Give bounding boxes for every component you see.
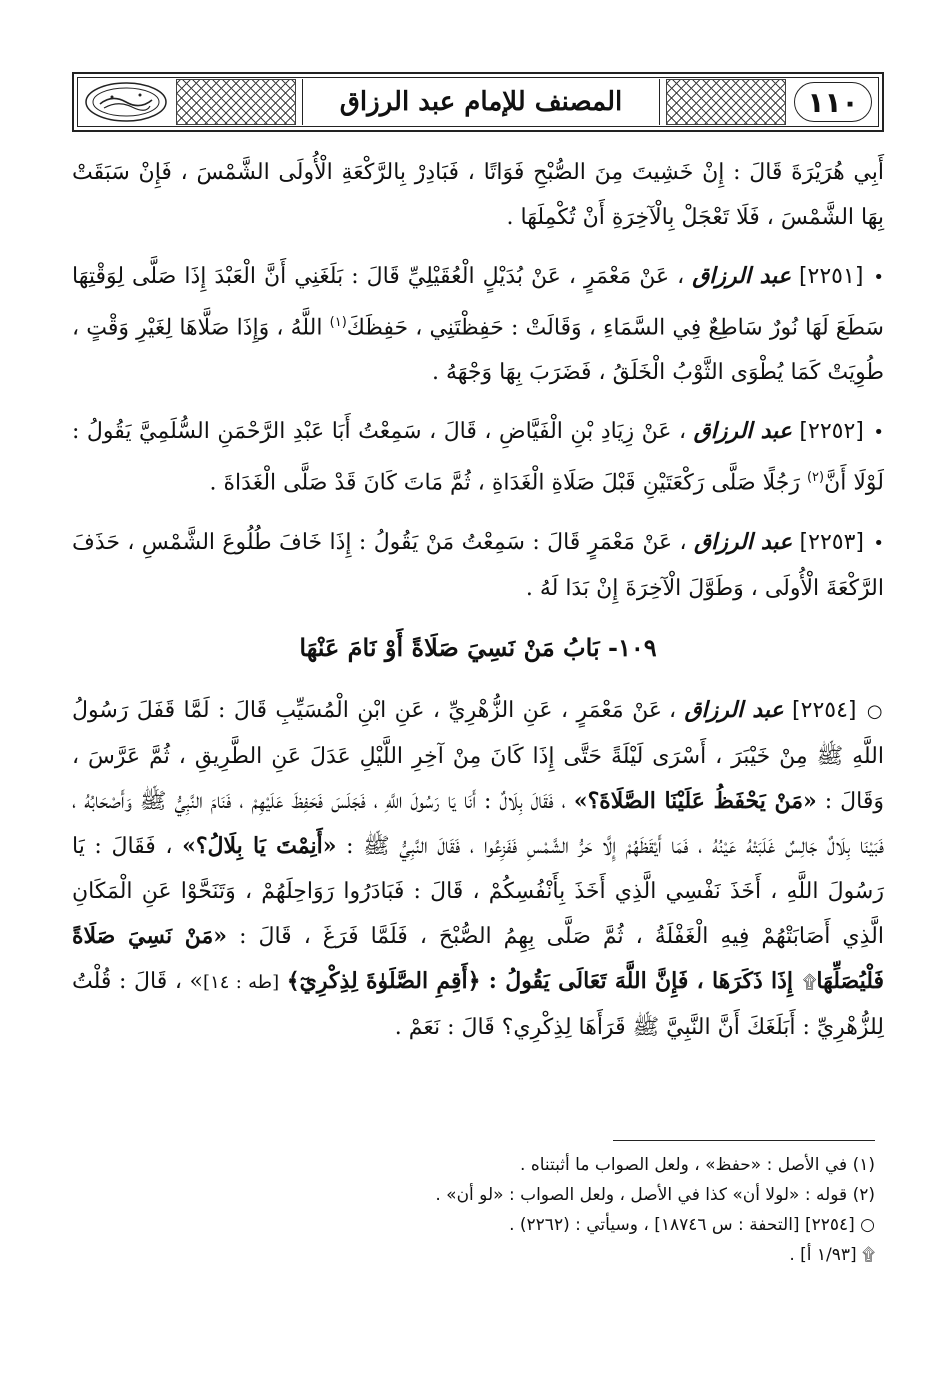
- footnote-divider: [613, 1140, 875, 1141]
- prophetic-quote: «مَنْ يَحْفَظُ عَلَيْنَا الصَّلَاةَ؟»: [573, 787, 817, 814]
- narrator-name: عبد الرزاق: [684, 696, 784, 723]
- prophetic-quote: «مَنْ نَسِيَ صَلَاةً فَلْيُصَلِّهَا: [72, 922, 885, 994]
- hollow-circle-icon: ○: [866, 700, 884, 722]
- narrator-name: عبد الرزاق: [693, 418, 792, 445]
- hadith-2251: [72, 254, 884, 395]
- hadith-text: اللَّهُ ، وَإِذَا صَلَّاهَا لِغَيْرِ وَقْتٍ ، طُوِيَتْ كَمَا يُطْوَى الثَّوْبُ الْخَلَقُ ، فَضَرَبَ بِهَا وَجْهَهُ .: [72, 315, 884, 386]
- main-text: [72, 150, 884, 1064]
- filled-dot-icon: •: [873, 267, 885, 288]
- narrator-name: عبد الرزاق: [694, 528, 793, 555]
- footnotes: [63, 1150, 875, 1270]
- hadith-number: [٢٢٥١]: [798, 264, 864, 289]
- hadith-text: ، عَنْ مَعْمَرٍ قَالَ : سَمِعْتُ مَنْ يَقُولُ : إِذَا خَافَ طُلُوعَ الشَّمْسِ ، حَذَفَ الرَّكْعَةَ الْأُولَى ، وَطَوَّلَ الْآخِرَةَ إِنْ بَدَا لَهُ .: [72, 529, 884, 601]
- hadith-text: ، عَنْ مَعْمَرٍ ، عَنِ الزُّهْرِيِّ ، عَنِ ابْنِ الْمُسَيِّبِ قَالَ : لَمَّا قَفَلَ رَسُولُ اللَّهِ ﷺ مِنْ خَيْبَرَ ، أَسْرَى لَيْلَةً حَتَّى إِذَا كَانَ مِنْ آخِرِ اللَّيْلِ عَدَلَ عَنِ الطَّرِيقِ ، ثُمَّ عَرَّسَ ، وَقَالَ :: [72, 697, 884, 814]
- footnote-2: (٢) قوله : «لولا أن» كذا في الأصل ، ولعل الصواب : «لو أن» .: [435, 1185, 875, 1205]
- page-number: ١١٠: [790, 79, 876, 125]
- hadith-text: » ، قَالَ : قُلْتُ لِلزُّهْرِيِّ : أَبَلَغَكَ أَنَّ النَّبِيَّ ﷺ قَرَأَهَا لِذِكْرِي؟ قَالَ : نَعَمْ .: [72, 968, 884, 1040]
- continuation-text: أَبِي هُرَيْرَةَ قَالَ : إِنْ خَشِيتَ مِنَ الصُّبْحِ فَوَاتًا ، فَبَادِرْ بِالرَّكْعَةِ الْأُولَى الشَّمْسَ ، فَإِنْ سَبَقَتْ بِهَا الشَّمْسَ ، فَلَا تَعْجَلْ بِالْآخِرَةِ أَنْ تُكْمِلَهَا .: [72, 160, 884, 230]
- footnote-3: ○ [٢٢٥٤] [التحفة : س ١٨٧٤٦] ، وسيأتي : (٢٢٦٢) .: [509, 1215, 875, 1235]
- filled-dot-icon: •: [873, 532, 884, 554]
- hadith-text: ، عَنْ مَعْمَرٍ ، عَنْ بُدَيْلٍ الْعُقَيْلِيِّ قَالَ : بَلَغَنِي أَنَّ الْعَبْدَ إِذَا صَلَّى لِوَقْتِهَا سَطَعَ لَهَا نُورٌ سَاطِعٌ فِي السَّمَاءِ ، وَقَالَتْ : حَفِظْتَنِي ، حَفِظَكَ: [72, 264, 884, 341]
- continuation-paragraph: [72, 150, 884, 240]
- hadith-2253: [72, 520, 884, 611]
- hadith-number: [٢٢٥٣]: [799, 529, 864, 555]
- chapter-heading: ١٠٩- بَابُ مَنْ نَسِيَ صَلَاةً أَوْ نَامَ عَنْهَا: [299, 632, 657, 662]
- hadith-text: ، فَقَالَ بِلَالٌ : أَنَا يَا رَسُولَ اللَّهِ ، فَجَلَسَ فَحَفِظَ عَلَيْهِمْ ، فَنَامَ النَّبِيُّ ﷺ وَأَصْحَابُهُ ، فَبَيْنَا بِلَالٌ جَالِسٌ غَلَبَتْهُ عَيْنُهُ ، فَمَا أَيْقَظَهُمْ إِلَّا حَرُّ الشَّمْسِ فَفَزِعُوا ، فَقَالَ النَّبِيُّ ﷺ :: [72, 788, 884, 859]
- seal-emblem-icon: [82, 80, 170, 124]
- hadith-2254: [72, 688, 884, 1050]
- hadith-2252: [72, 409, 884, 505]
- hadith-number: [٢٢٥٢]: [799, 419, 864, 445]
- hadith-number: [٢٢٥٤]: [792, 697, 857, 723]
- folio-mark-icon: ۩: [802, 971, 817, 993]
- prophetic-quote: إِذَا ذَكَرَهَا ، فَإِنَّ اللَّهَ تَعَالَى يَقُولُ : ﴿أَقِمِ الصَّلَوٰةَ لِذِكْرِيٓ﴾: [286, 967, 794, 994]
- footnote-4: ۩ [١/٩٣ أ] .: [789, 1245, 875, 1265]
- footnote-ref: (١): [329, 315, 347, 330]
- footnote-ref: (٢): [806, 470, 825, 486]
- hadith-text: رَجُلًا صَلَّى رَكْعَتَيْنِ قَبْلَ صَلَاةِ الْغَدَاةِ ، ثُمَّ مَاتَ كَانَ قَدْ صَلَّى الْغَدَاةَ .: [209, 470, 800, 496]
- narrator-name: عبد الرزاق: [692, 263, 791, 289]
- seal-logo: [80, 79, 172, 125]
- hadith-text: ، فَقَالَ : يَا رَسُولَ اللَّهِ ، أَخَذَ نَفْسِي الَّذِي أَخَذَ بِأَنْفُسِكُمْ ، قَالَ : فَبَادَرُوا رَوَاحِلَهُمْ ، وَتَنَحَّوْا عَنِ الْمَكَانِ الَّذِي أَصَابَتْهُمْ فِيهِ الْغَفْلَةُ ، ثُمَّ صَلَّى بِهِمُ الصُّبْحَ ، فَلَمَّا فَرَغَ ، قَالَ :: [72, 833, 884, 949]
- ornament-panel-left: [176, 79, 296, 125]
- quran-reference: [طه : ١٤]: [203, 971, 280, 993]
- footnote-1: (١) في الأصل : «حفظ» ، ولعل الصواب ما أثبتناه .: [520, 1155, 875, 1175]
- filled-dot-icon: •: [873, 422, 885, 444]
- prophetic-quote: «أَنِمْتَ يَا بِلَالُ؟»: [182, 832, 337, 859]
- ornament-panel-right: [666, 79, 786, 125]
- page-header: [72, 72, 884, 132]
- running-title: المصنف للإمام عبد الرزاق: [302, 79, 660, 125]
- hadith-text: ، عَنْ زِيَادِ بْنِ الْفَيَّاضِ ، قَالَ ، سَمِعْتُ أَبَا عَبْدِ الرَّحْمَنِ السُّلَمِيَّ يَقُولُ : لَوْلَا أَنَّ: [72, 419, 884, 496]
